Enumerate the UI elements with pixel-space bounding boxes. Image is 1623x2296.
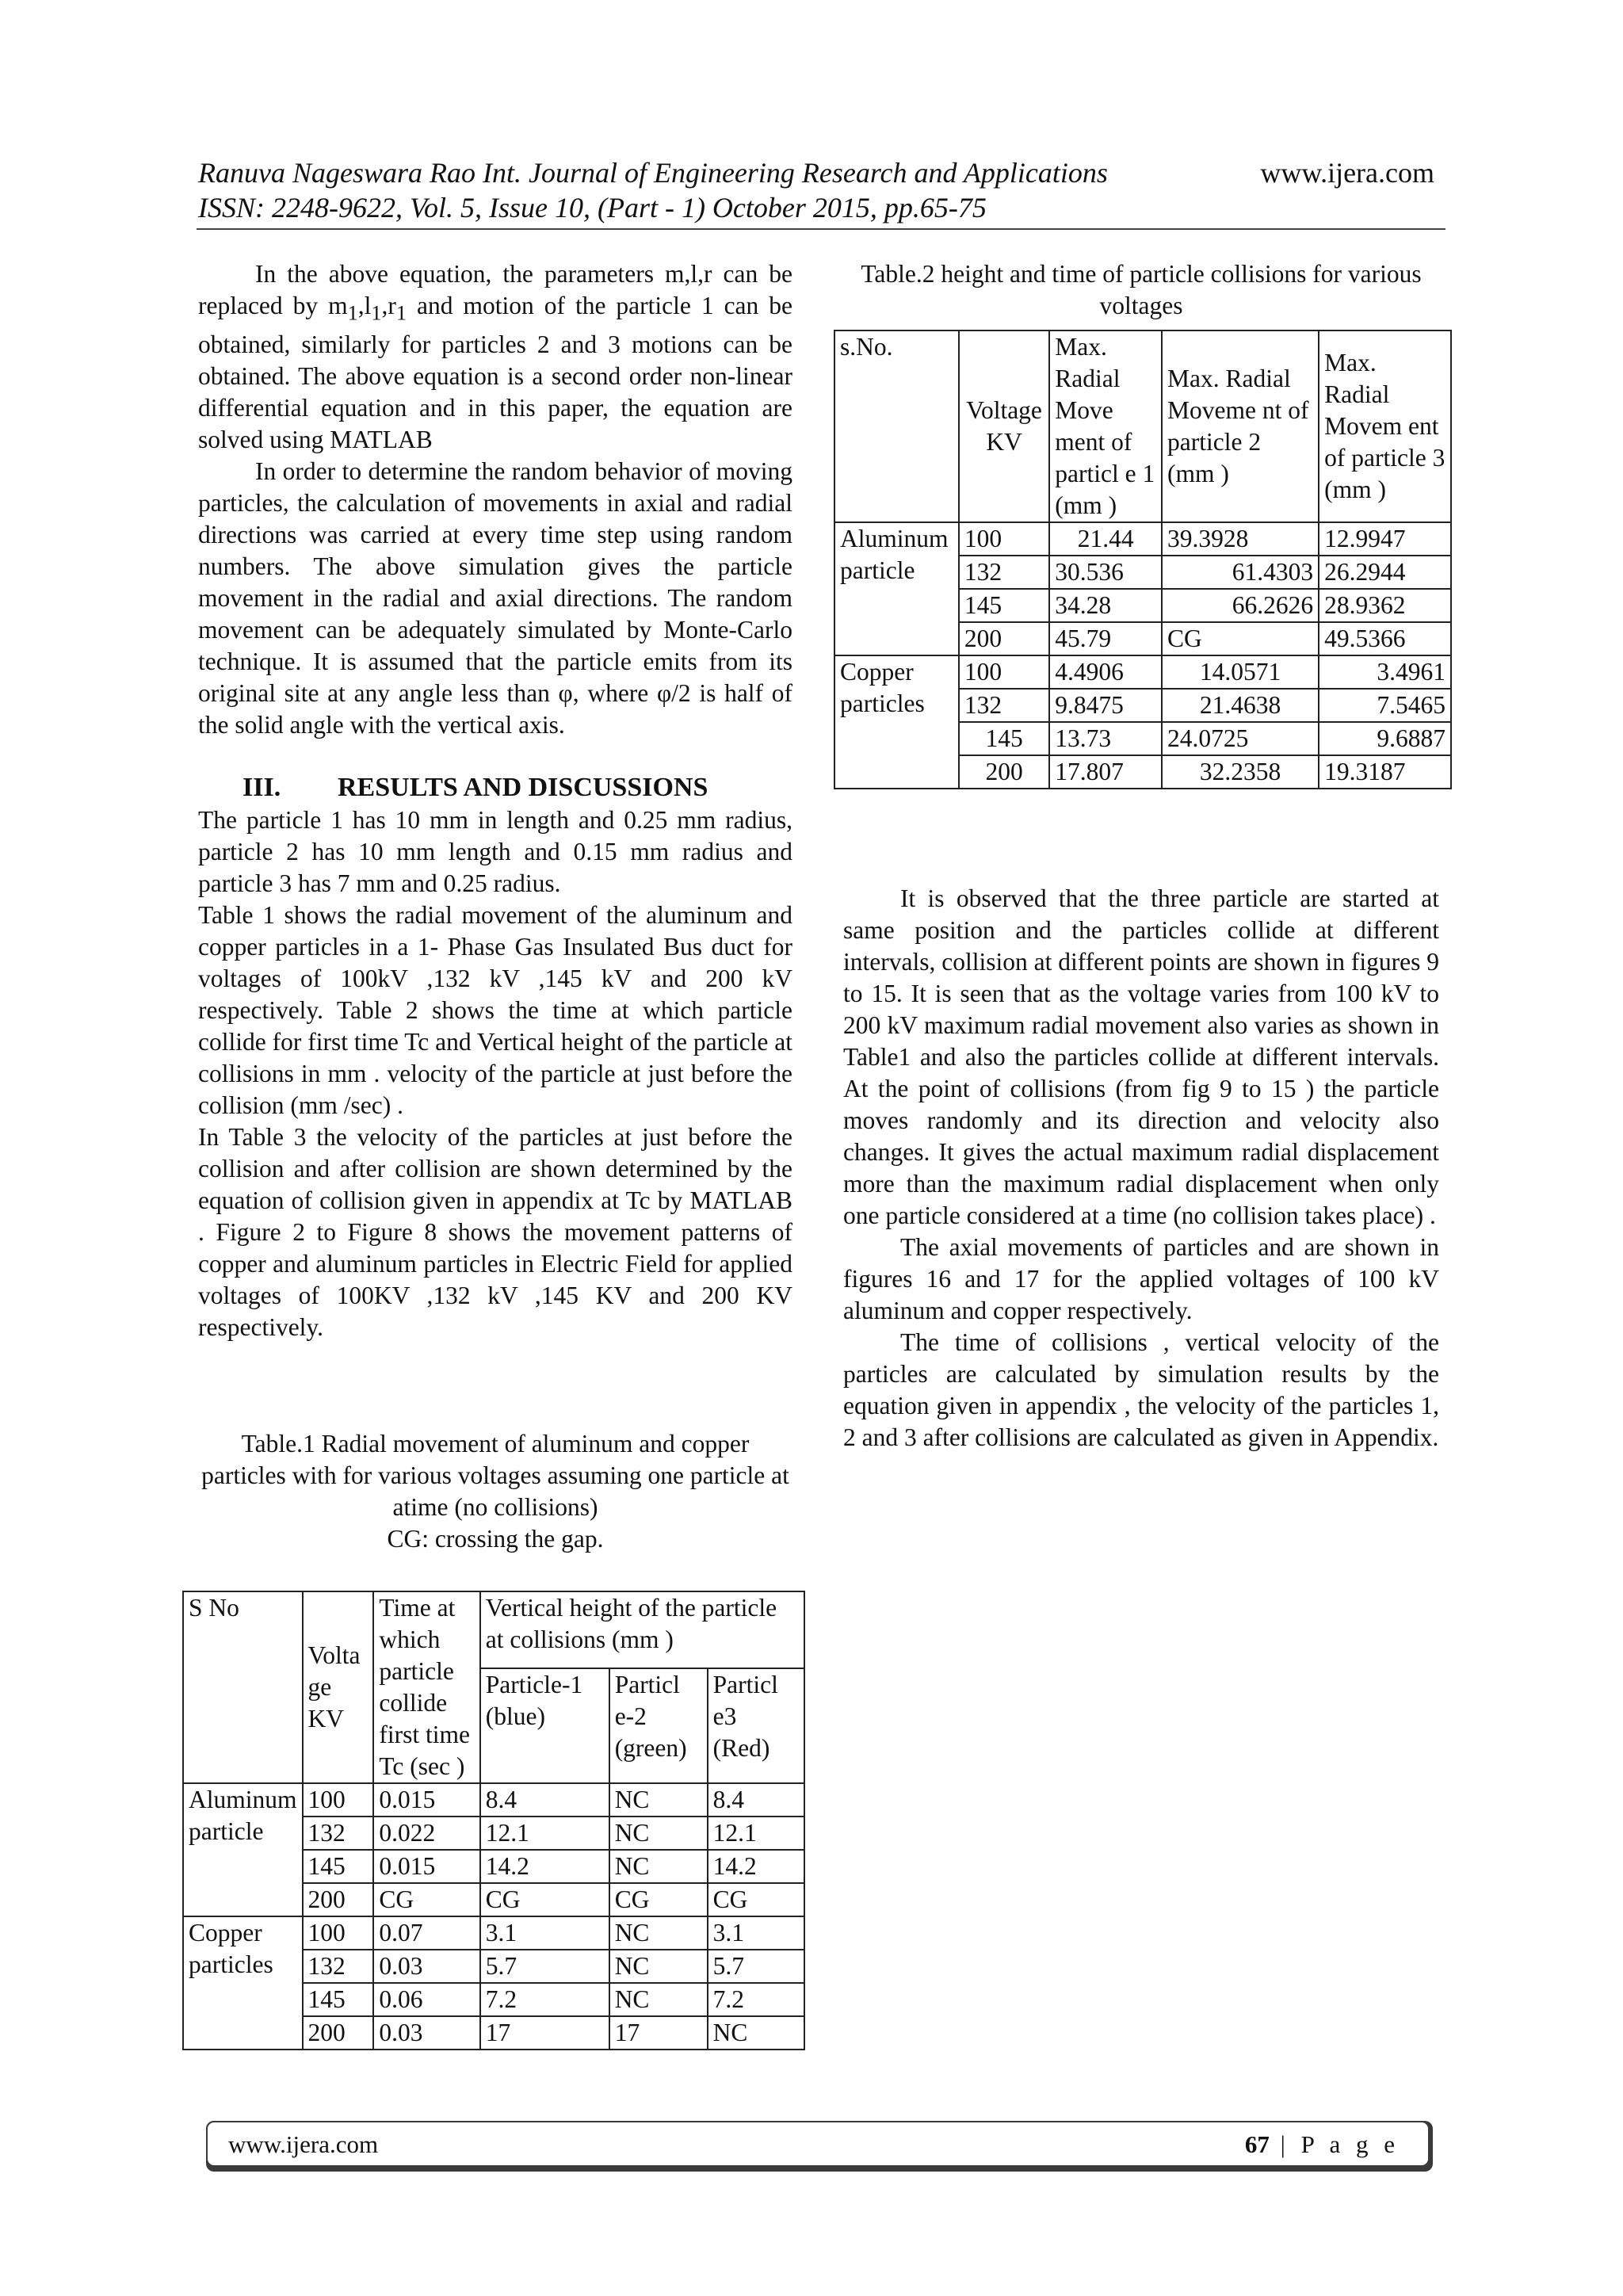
page-footer — [206, 2121, 1433, 2172]
table-cell: NC — [609, 1983, 708, 2016]
table1-header-voltage: Volta ge KV — [303, 1591, 374, 1783]
table-cell: 45.79 — [1049, 622, 1162, 655]
table2-header-particle1: Max. Radial Move ment of particl e 1 (mm ) — [1049, 330, 1162, 522]
paragraph-axial-movement: The axial movements of particles and are shown in figures 16 and 17 for the applied voltages of 100 kV aluminum and copper respectively. — [843, 1233, 1439, 1324]
paragraph-random-behavior: In order to determine the random behavior of moving particles, the calculation of movements in axial and radial directions was carried at every time step using random numbers. The above simulation gives the particle movement in the radial and axial directions. The random movement can be adequately simulated by Monte-Carlo technique. It is assumed that the particle emits from its original site at any angle less than φ, where φ/2 is half of the solid angle with the vertical axis. — [198, 457, 792, 739]
table-cell: CG — [708, 1883, 804, 1916]
footer-website[interactable]: www.ijera.com — [228, 2130, 379, 2158]
table2-header-voltage: Voltage KV — [959, 330, 1049, 522]
table2-header-sno: s.No. — [834, 330, 959, 522]
table-row — [183, 1916, 804, 1950]
table-cell: 7.5465 — [1319, 689, 1451, 722]
table1 — [182, 1591, 805, 2050]
section-heading: III. RESULTS AND DISCUSSIONS — [242, 773, 708, 803]
table1-caption-note: CG: crossing the gap. — [387, 1525, 604, 1553]
table-cell: 0.015 — [373, 1850, 479, 1883]
table-cell: 100 — [303, 1783, 374, 1817]
table-cell: 145 — [303, 1983, 374, 2016]
paragraph-particle-dims: The particle 1 has 10 mm in length and 0.25 mm radius, particle 2 has 10 mm length and 0.15 mm radius and particle 3 has 7 mm and 0.25 radius. — [198, 806, 792, 898]
table-cell: CG — [373, 1883, 479, 1916]
table-cell: 5.7 — [708, 1950, 804, 1983]
table-cell: 145 — [959, 589, 1049, 622]
paragraph-collision-observation: It is observed that the three particle are started at same position and the particles collide at different intervals, collision at different points are shown in figures 9 to 15. It is seen that as the voltage varies from 100 kV to 200 kV maximum radial movement also varies as shown in Table1 and also the particles collide at different intervals. At the point of collisions (from fig 9 to 15 ) the particle moves randomly and its direction and velocity also changes. It gives the actual maximum radial displacement more than the maximum radial displacement when only one particle considered at a time (no collision takes place) . — [843, 884, 1439, 1229]
table-cell: 7.2 — [708, 1983, 804, 2016]
table-cell: NC — [708, 2016, 804, 2050]
table-cell: NC — [609, 1950, 708, 1983]
table-cell: 39.3928 — [1162, 522, 1319, 556]
paragraph-table1-desc: Table 1 shows the radial movement of the aluminum and copper particles in a 1- Phase Gas Insulated Bus duct for voltages of 100kV ,132 kV ,145 kV and 200 kV respectively. Table 2 shows the time at which particle collide for first time Tc and Vertical height of the particle at collisions in mm . velocity of the particle at just before the collision (mm /sec) . — [198, 901, 792, 1120]
table-cell: 100 — [959, 522, 1049, 556]
table2-header-particle2: Max. Radial Moveme nt of particle 2 (mm ) — [1162, 330, 1319, 522]
table-cell: 17.807 — [1049, 755, 1162, 789]
table-cell: 0.03 — [373, 1950, 479, 1983]
table-row — [183, 1783, 804, 1817]
table-cell: 9.6887 — [1319, 722, 1451, 755]
table-cell: 100 — [959, 655, 1049, 689]
table-cell: NC — [609, 1783, 708, 1817]
table-cell: 132 — [959, 689, 1049, 722]
table-cell: 8.4 — [708, 1783, 804, 1817]
table-cell: 145 — [303, 1850, 374, 1883]
table-cell: 5.7 — [480, 1950, 609, 1983]
paragraph-table3-desc: In Table 3 the velocity of the particles at just before the collision and after collision are shown determined by the equation of collision given in appendix at Tc by MATLAB . Figure 2 to Figure 8 shows the movement patterns of copper and aluminum particles in Electric Field for applied voltages of 100KV ,132 kV ,145 KV and 200 KV respectively. — [198, 1123, 792, 1342]
journal-title: Ranuva Nageswara Rao Int. Journal of Engineering Research and Applications — [198, 157, 1108, 189]
left-column — [198, 258, 792, 1343]
table-cell: 12.9947 — [1319, 522, 1451, 556]
table1-header-particle2: Particl e-2 (green) — [609, 1668, 708, 1783]
table-cell: 0.06 — [373, 1983, 479, 2016]
paragraph-collision-time: The time of collisions , vertical velocity of the particles are calculated by simulation results by the equation given in appendix , the velocity of the particles 1, 2 and 3 after collisions are calculated as given in Appendix. — [843, 1328, 1439, 1451]
table2-group-label: Aluminum particle — [834, 522, 959, 655]
table-cell: 200 — [303, 2016, 374, 2050]
table-cell: 21.4638 — [1162, 689, 1319, 722]
table1-header-particle1: Particle-1 (blue) — [480, 1668, 609, 1783]
table-cell: 0.07 — [373, 1916, 479, 1950]
table-cell: 3.4961 — [1319, 655, 1451, 689]
table2-header-row — [834, 330, 1451, 522]
table1-header-row — [183, 1591, 804, 1668]
table-cell: 61.4303 — [1162, 556, 1319, 589]
table1-group-label: Aluminum particle — [183, 1783, 303, 1916]
table-cell: 132 — [959, 556, 1049, 589]
table-cell: NC — [609, 1916, 708, 1950]
table-cell: NC — [609, 1850, 708, 1883]
table-cell: 0.03 — [373, 2016, 479, 2050]
table-cell: 200 — [303, 1883, 374, 1916]
table-row — [834, 655, 1451, 689]
table-cell: 14.2 — [480, 1850, 609, 1883]
table-cell: CG — [1162, 622, 1319, 655]
table-cell: 132 — [303, 1817, 374, 1850]
table-cell: 145 — [959, 722, 1049, 755]
table1-header-time: Time at which particle collide first time Tc (sec ) — [373, 1591, 479, 1783]
table-row — [834, 522, 1451, 556]
table2 — [834, 330, 1452, 789]
right-column — [843, 883, 1439, 1454]
table-cell: 32.2358 — [1162, 755, 1319, 789]
paragraph-equation: In the above equation, the parameters m,l,r can be replaced by $m_1,l_1,r_1$ and motion of the particle 1 can be obtained, similarly for particles 2 and 3 motions can be obtained. The above equation is a second order non-linear differential equation and in this paper, the equation are solved using MATLAB — [198, 260, 792, 454]
table-cell: 34.28 — [1049, 589, 1162, 622]
table1-caption-main: Table.1 Radial movement of aluminum and copper particles with for various voltages assuming one particle at atime (no collisions) — [201, 1430, 789, 1521]
table-cell: 17 — [480, 2016, 609, 2050]
footer-box — [206, 2121, 1430, 2167]
table1-header-particle3: Particl e3 (Red) — [708, 1668, 804, 1783]
table2-caption: Table.2 height and time of particle collisions for various voltages — [861, 260, 1422, 319]
table-cell: 100 — [303, 1916, 374, 1950]
table-cell: 13.73 — [1049, 722, 1162, 755]
table-cell: 14.0571 — [1162, 655, 1319, 689]
table2-header-particle3: Max. Radial Movem ent of particle 3 (mm ) — [1319, 330, 1451, 522]
issn-line: ISSN: 2248-9622, Vol. 5, Issue 10, (Part - 1) October 2015, pp.65-75 — [198, 192, 987, 223]
table2-group-label: Copper particles — [834, 655, 959, 789]
table1-group-label: Copper particles — [183, 1916, 303, 2050]
header-divider — [197, 228, 1445, 230]
table-cell: 0.015 — [373, 1783, 479, 1817]
table-cell: 4.4906 — [1049, 655, 1162, 689]
table-cell: 3.1 — [480, 1916, 609, 1950]
table-cell: 9.8475 — [1049, 689, 1162, 722]
table1-header-sno: S No — [183, 1591, 303, 1783]
table-cell: 17 — [609, 2016, 708, 2050]
table-cell: 12.1 — [708, 1817, 804, 1850]
table-cell: NC — [609, 1817, 708, 1850]
table-cell: 7.2 — [480, 1983, 609, 2016]
table-cell: 66.2626 — [1162, 589, 1319, 622]
table-cell: 26.2944 — [1319, 556, 1451, 589]
table-cell: 28.9362 — [1319, 589, 1451, 622]
table-cell: 200 — [959, 755, 1049, 789]
table-cell: 24.0725 — [1162, 722, 1319, 755]
page-number: 67 | P a g e — [1244, 2130, 1400, 2158]
table-cell: 30.536 — [1049, 556, 1162, 589]
table1-caption — [198, 1428, 792, 1555]
table-cell: 21.44 — [1049, 522, 1162, 556]
table-cell: 19.3187 — [1319, 755, 1451, 789]
table-cell: 200 — [959, 622, 1049, 655]
table1-header-height: Vertical height of the particle at collisions (mm ) — [480, 1591, 804, 1668]
table-cell: 12.1 — [480, 1817, 609, 1850]
header-website[interactable]: www.ijera.com — [1260, 157, 1434, 189]
table-cell: 0.022 — [373, 1817, 479, 1850]
table-cell: 8.4 — [480, 1783, 609, 1817]
table-cell: CG — [480, 1883, 609, 1916]
table-cell: 3.1 — [708, 1916, 804, 1950]
table-cell: 14.2 — [708, 1850, 804, 1883]
table-cell: 132 — [303, 1950, 374, 1983]
table-cell: CG — [609, 1883, 708, 1916]
table-cell: 49.5366 — [1319, 622, 1451, 655]
